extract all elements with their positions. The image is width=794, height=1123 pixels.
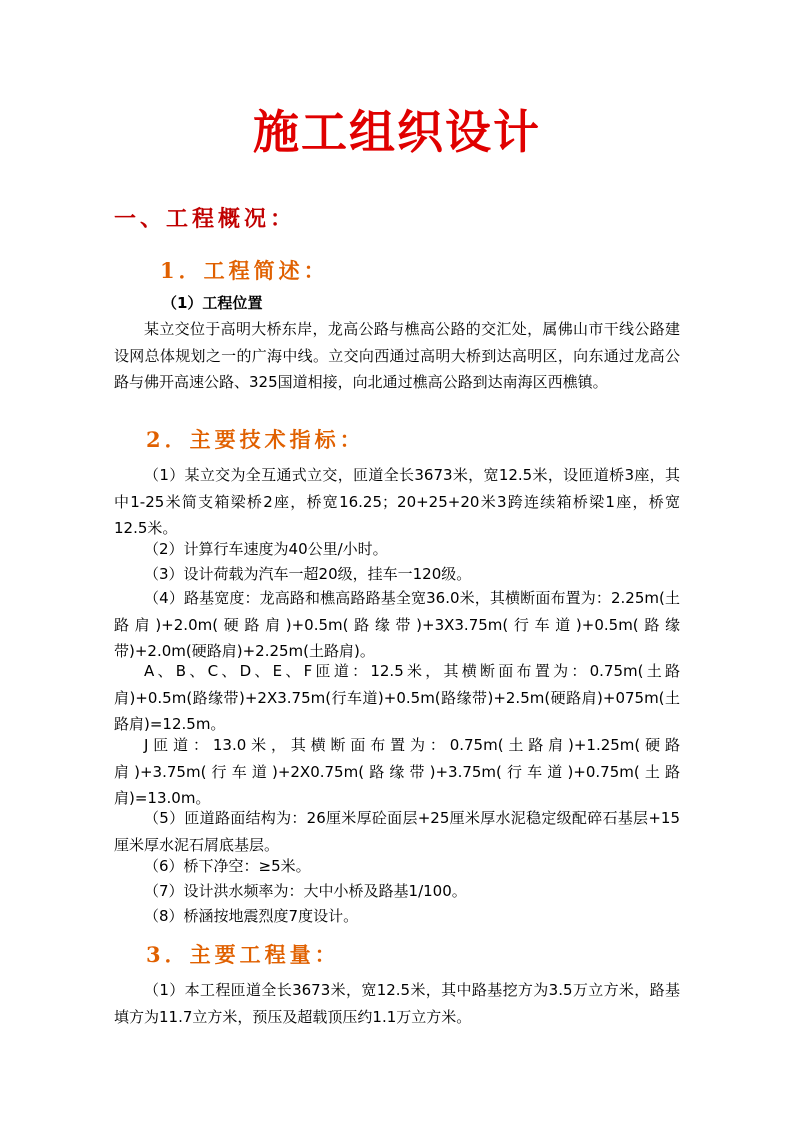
- item-heading-location: （1）工程位置: [162, 294, 263, 312]
- paragraph-indicator-6: （6）桥下净空：≥5米。: [144, 857, 311, 875]
- subsection-heading-tech-indicators: 2．主要技术指标：: [146, 427, 365, 452]
- paragraph-location: 某立交位于高明大桥东岸，龙高公路与樵高公路的交汇处，属佛山市干线公路建设网总体规划之一的广海中线。立交向西通过高明大桥到达高明区，向东通过龙高公路与佛开高速公路、325国道相接，向北通过樵高公路到达南海区西樵镇。: [114, 320, 680, 391]
- paragraph-indicator-5: （5）匝道路面结构为：26厘米厚砼面层+25厘米厚水泥稳定级配碎石基层+15厘米厚水泥石屑底基层。: [114, 809, 680, 854]
- paragraph-indicator-3: （3）设计荷载为汽车一超20级，挂车一120级。: [144, 565, 472, 583]
- paragraph-ramp-abcdef: A、B、C、D、E、F匝道：12.5米，其横断面布置为：0.75m(土路肩)+0.5m(路缘带)+2X3.75m(行车道)+0.5m(路缘带)+2.5m(硬路肩)+075m(土路肩)=12.5m。: [114, 662, 680, 733]
- paragraph-indicator-2: （2）计算行车速度为40公里/小时。: [144, 540, 388, 558]
- subsection-heading-brief: 1．工程简述：: [160, 258, 329, 283]
- paragraph-ramp-j: J匝道：13.0米，其横断面布置为：0.75m(土路肩)+1.25m(硬路肩)+3.75m(行车道)+2X0.75m(路缘带)+3.75m(行车道)+0.75m(土路肩)=13.0m。: [114, 736, 680, 807]
- paragraph-indicator-8: （8）桥涵按地震烈度7度设计。: [144, 907, 359, 925]
- paragraph-indicator-4: （4）路基宽度：龙高路和樵高路路基全宽36.0米，其横断面布置为：2.25m(土路肩)+2.0m(硬路肩)+0.5m(路缘带)+3X3.75m(行车道)+0.5m(路缘带)+2.0m(硬路肩)+2.25m(土路肩)。: [114, 589, 680, 660]
- document-title: 施工组织设计: [253, 105, 541, 159]
- paragraph-quantity-1: （1）本工程匝道全长3673米，宽12.5米，其中路基挖方为3.5万立方米，路基填方为11.7立方米，预压及超载顶压约1.1万立方米。: [114, 981, 680, 1026]
- paragraph-indicator-1: （1）某立交为全互通式立交，匝道全长3673米，宽12.5米，设匝道桥3座，其中1-25米简支箱梁桥2座，桥宽16.25；20+25+20米3跨连续箱桥梁1座，桥宽12.5米。: [114, 466, 680, 537]
- paragraph-indicator-7: （7）设计洪水频率为：大中小桥及路基1/100。: [144, 882, 467, 900]
- section-heading-overview: 一、工程概况：: [114, 206, 297, 232]
- subsection-heading-quantities: 3．主要工程量：: [146, 942, 340, 967]
